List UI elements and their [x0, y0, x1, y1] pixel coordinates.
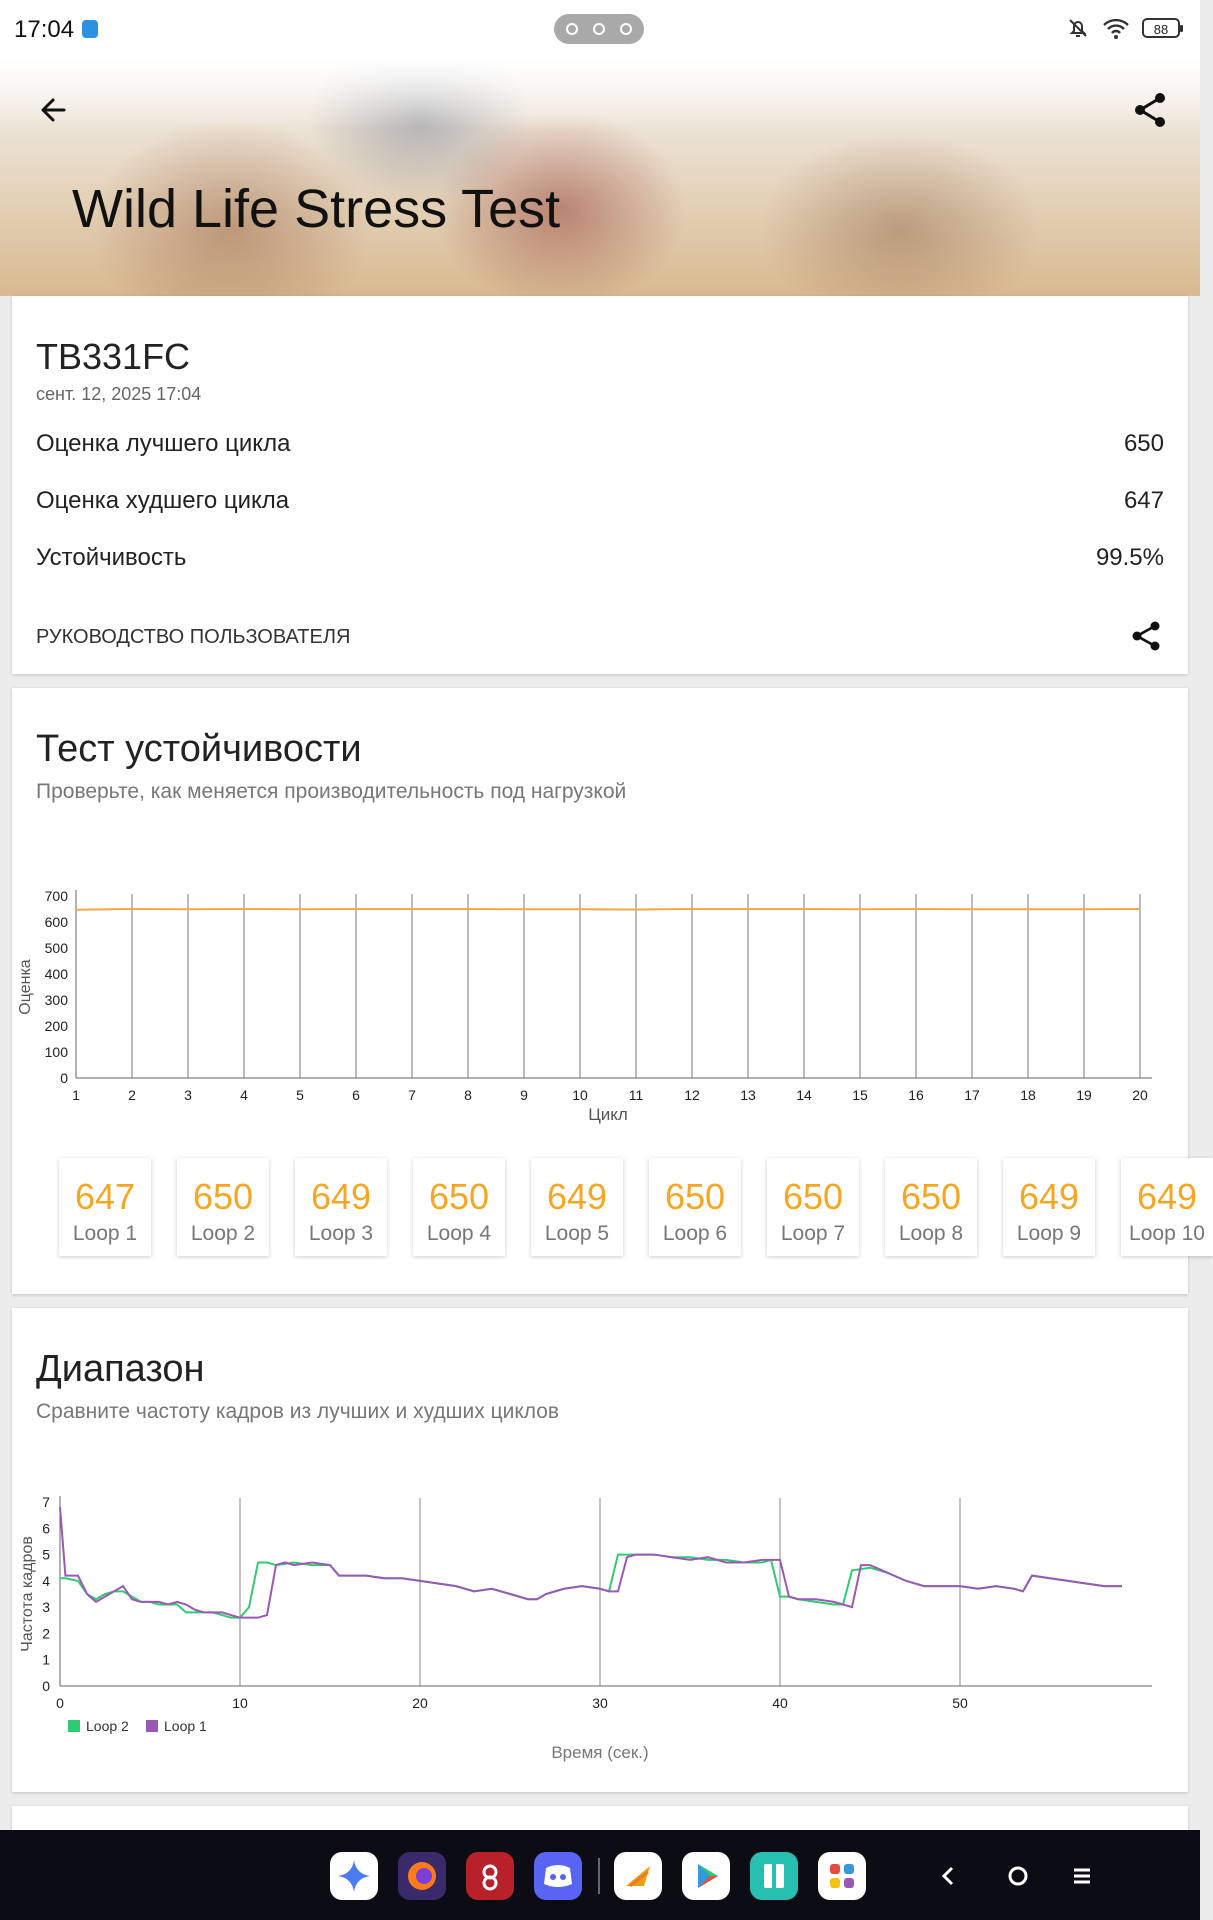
nav-menu-icon[interactable]: [1064, 1858, 1100, 1894]
stat-value: 99.5%: [1095, 544, 1164, 571]
loop-score: 650: [900, 1176, 962, 1217]
multitask-pill[interactable]: [554, 14, 644, 44]
x-tick-label: 7: [408, 1087, 416, 1103]
loop-score: 649: [1018, 1176, 1080, 1217]
share-icon[interactable]: [1128, 88, 1172, 132]
play-store-icon[interactable]: [682, 1852, 730, 1900]
loop-tile[interactable]: [767, 1158, 859, 1256]
section-title: Тест устойчивости: [36, 728, 362, 770]
device-name: TB331FC: [36, 336, 191, 377]
x-axis-label: Цикл: [588, 1105, 628, 1124]
legend-label: Loop 2: [86, 1718, 129, 1734]
loop-label: Loop 8: [898, 1222, 964, 1245]
app-icon-red[interactable]: [466, 1852, 514, 1900]
y-tick-label: 0: [60, 1070, 68, 1086]
firefox-app-icon[interactable]: [398, 1852, 446, 1900]
loop-label: Loop 9: [1016, 1222, 1082, 1245]
x-tick-label: 40: [772, 1695, 788, 1711]
x-tick-label: 4: [240, 1087, 248, 1103]
section-title: Диапазон: [36, 1348, 205, 1390]
y-tick-label: 6: [42, 1520, 50, 1537]
user-guide-link[interactable]: РУКОВОДСТВО ПОЛЬЗОВАТЕЛЯ: [36, 626, 351, 648]
y-tick-label: 500: [44, 940, 68, 956]
loop-score: 649: [1136, 1176, 1198, 1217]
legend-label: Loop 1: [164, 1718, 207, 1734]
x-tick-label: 14: [796, 1087, 812, 1103]
range-chart: [12, 1480, 1188, 1780]
y-tick-label: 3: [42, 1599, 50, 1616]
x-tick-label: 8: [464, 1087, 472, 1103]
y-tick-label: 0: [42, 1678, 50, 1694]
x-tick-label: 5: [296, 1087, 304, 1103]
x-tick-label: 50: [952, 1695, 968, 1711]
stability-card: [12, 688, 1205, 1294]
loop-label: Loop 4: [426, 1222, 492, 1245]
stat-row-worst: [36, 487, 1164, 515]
battery-indicator: 88: [1142, 18, 1180, 38]
x-tick-label: 11: [628, 1087, 644, 1103]
loop-tiles[interactable]: [47, 1158, 1205, 1258]
loop-score: 650: [782, 1176, 844, 1217]
loop-score: 650: [428, 1176, 490, 1217]
loop-tile[interactable]: [885, 1158, 977, 1256]
page-title: Wild Life Stress Test: [72, 179, 561, 239]
x-tick-label: 9: [520, 1087, 528, 1103]
x-tick-label: 30: [592, 1695, 608, 1711]
loop-tile[interactable]: [59, 1158, 151, 1256]
x-tick-label: 12: [684, 1087, 700, 1103]
x-tick-label: 0: [56, 1695, 64, 1711]
navigation-bar: [0, 1830, 1200, 1920]
gemini-app-icon[interactable]: [330, 1852, 378, 1900]
loop-label: Loop 5: [544, 1222, 610, 1245]
loop-tile[interactable]: [413, 1158, 505, 1256]
wifi-icon: [1102, 16, 1130, 40]
loop-label: Loop 3: [308, 1222, 374, 1245]
y-tick-label: 700: [44, 888, 68, 904]
x-tick-label: 20: [1132, 1087, 1148, 1103]
loop-label: Loop 7: [780, 1222, 846, 1245]
loop-tile[interactable]: [177, 1158, 269, 1256]
loop-score: 649: [546, 1176, 608, 1217]
y-tick-label: 1: [42, 1651, 50, 1668]
result-summary-card: [12, 296, 1188, 674]
loop-label: Loop 1: [72, 1222, 138, 1245]
status-bar: [0, 0, 1200, 60]
y-tick-label: 7: [42, 1494, 50, 1510]
nav-back-icon[interactable]: [930, 1858, 966, 1894]
app-icon-book[interactable]: [750, 1852, 798, 1900]
x-tick-label: 13: [740, 1087, 756, 1103]
loop-label: Loop 2: [190, 1222, 256, 1245]
x-tick-label: 1: [72, 1087, 80, 1103]
loop-score: 649: [310, 1176, 372, 1217]
section-subtitle: Сравните частоту кадров из лучших и худших циклов: [36, 1400, 560, 1423]
x-tick-label: 18: [1020, 1087, 1036, 1103]
nav-home-icon[interactable]: [1000, 1858, 1036, 1894]
x-axis-label: Время (сек.): [551, 1743, 649, 1762]
loop-tile[interactable]: [1121, 1158, 1213, 1256]
y-tick-label: 2: [42, 1625, 50, 1642]
discord-app-icon[interactable]: [534, 1852, 582, 1900]
notification-icon: [82, 20, 98, 38]
loop-tile[interactable]: [531, 1158, 623, 1256]
y-tick-label: 100: [44, 1044, 68, 1060]
x-tick-label: 15: [852, 1087, 868, 1103]
y-tick-label: 4: [42, 1572, 50, 1589]
x-tick-label: 16: [908, 1087, 924, 1103]
loop-label: Loop 10: [1129, 1222, 1205, 1245]
y-tick-label: 5: [42, 1546, 50, 1563]
x-tick-label: 10: [232, 1695, 248, 1711]
stat-value: 650: [1123, 430, 1164, 457]
bell-muted-icon: [1066, 16, 1090, 40]
loop-tile[interactable]: [1003, 1158, 1095, 1256]
stat-row-stability: [36, 544, 1164, 572]
back-arrow-icon[interactable]: [32, 88, 76, 132]
status-time: 17:04: [14, 16, 75, 43]
stat-label: Устойчивость: [36, 544, 187, 571]
loop-score: 650: [192, 1176, 254, 1217]
x-tick-label: 3: [184, 1087, 192, 1103]
loop-label: Loop 6: [662, 1222, 728, 1245]
y-tick-label: 400: [44, 966, 68, 982]
stat-label: Оценка худшего цикла: [36, 487, 290, 514]
stat-row-best: [36, 430, 1164, 458]
y-tick-label: 300: [44, 992, 68, 1008]
y-axis-label: Частота кадров: [19, 1536, 36, 1652]
x-tick-label: 10: [572, 1087, 588, 1103]
stat-label: Оценка лучшего цикла: [36, 430, 291, 457]
hero-banner: [0, 60, 1200, 296]
app-icon-orange[interactable]: [614, 1852, 662, 1900]
x-tick-label: 6: [352, 1087, 360, 1103]
stat-value: 647: [1123, 487, 1164, 514]
range-card: [12, 1308, 1188, 1792]
loop-tile[interactable]: [295, 1158, 387, 1256]
share-icon[interactable]: [1128, 618, 1164, 654]
x-tick-label: 2: [128, 1087, 136, 1103]
x-tick-label: 20: [412, 1695, 428, 1711]
dock-separator: [598, 1858, 600, 1894]
test-date: сент. 12, 2025 17:04: [36, 384, 202, 404]
x-tick-label: 17: [964, 1087, 980, 1103]
loop-tile[interactable]: [649, 1158, 741, 1256]
fps-series-line: [60, 1507, 1122, 1617]
loop-score: 647: [74, 1176, 136, 1217]
app-drawer-icon[interactable]: [818, 1852, 866, 1900]
x-tick-label: 19: [1076, 1087, 1092, 1103]
score-series-line: [76, 909, 1140, 910]
y-axis-label: Оценка: [17, 959, 34, 1015]
section-subtitle: Проверьте, как меняется производительность под нагрузкой: [36, 780, 627, 803]
stability-chart: [12, 868, 1188, 1138]
y-tick-label: 600: [44, 914, 68, 930]
y-tick-label: 200: [44, 1018, 68, 1034]
legend-swatch: [146, 1720, 158, 1732]
loop-score: 650: [664, 1176, 726, 1217]
legend-swatch: [68, 1720, 80, 1732]
